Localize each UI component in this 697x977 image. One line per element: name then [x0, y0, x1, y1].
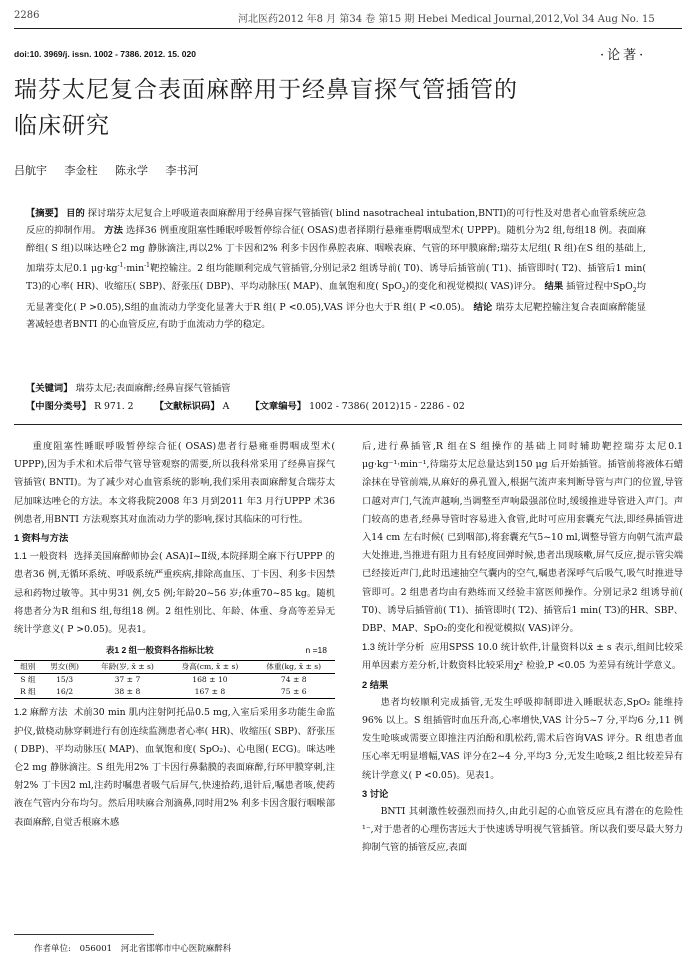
- table-cell: S 组: [20, 675, 36, 685]
- article-no-value: 1002 - 7386( 2012)15 - 2286 - 02: [309, 401, 465, 412]
- table-cell: 167 ± 8: [194, 687, 226, 697]
- heading-discussion: 3 讨论: [362, 788, 389, 799]
- article-no-label: 【文章编号】: [250, 401, 307, 412]
- methods-label: 方法: [104, 225, 123, 236]
- heading-materials-methods: 1 资料与方法: [14, 533, 69, 544]
- title-line-1: 瑞芬太尼复合表面麻醉用于经鼻盲探气管插管的: [14, 77, 518, 103]
- table1-n: n =18: [305, 645, 327, 656]
- table-cell: 38 ± 8: [114, 687, 141, 697]
- results-text: 插管过程中SpO: [566, 280, 633, 292]
- conclusion-label: 结论: [473, 301, 493, 312]
- title-line-2: 临床研究: [14, 113, 110, 139]
- results-label: 结果: [544, 280, 564, 291]
- table-header-row: [14, 661, 335, 674]
- objective-label: 目的: [66, 208, 85, 218]
- abstract-label: 【摘要】: [26, 208, 64, 218]
- abstract: 【摘要】 目的 探讨瑞芬太尼复合上呼吸道表面麻醉用于经鼻盲探气管插管( blind nasotracheal intubation,BNTI)的可行性及对患者心血管系统应急反应的抑制作用。 方法 选择36 例重度阻塞性睡眠呼吸暂停综合征( OSAS)患者择期行悬雍垂腭咽成型术( UPPP)。随机分为2 组,每组18 例。表面麻醉组( S 组)以咪达唑仑2 mg 静脉滴注,再以2% 丁卡因和2% 利多卡因作鼻腔表麻、咽喉表麻、气管的环甲膜麻醉;瑞芬太尼组( R 组)在S 组的基础上,加瑞芬太尼0.1 $\mu g\cdot kg^{-1}\cdot\min^{-1}$靶控输注。2 组均能顺利完成气管插管,分别记录2 组诱导前( T0)、诱导后插管前( T1)、插管即时( T2)、插管后1 min( T3)的心率( HR)、收缩压( SBP)、舒张压( DBP)、平均动脉压( MAP)、血氧饱和度( SpO$_2$)的变化和视觉模拟( VAS)评分。 结果 插管过程中SpO$_2$均无显著变化( P >0.05),S组的血流动力学变化显著大于R 组( P <0.05),VAS 评分也大于R 组( P <0.05)。 结论 瑞芬太尼靶控输注复合表面麻醉能显著减轻患者BNTI 的心血管反应,有助于血流动力学的稳定。: [26, 208, 646, 331]
- journal-header: 河北医药2012 年8 月 第34 卷 第15 期 Hebei Medical Journal,2012,Vol 34 Aug No. 15: [238, 14, 655, 25]
- left-column: [14, 438, 335, 832]
- table1-caption: [14, 641, 335, 659]
- table1-title: 表1 2 组一般资料各指标比较: [105, 645, 214, 656]
- heading-statistics: 1.3 统计学分析: [362, 642, 425, 653]
- methods-unit: ·min: [123, 263, 145, 275]
- general-data-text: 选择美国麻醉师协会( ASA)Ⅰ~Ⅱ级,本院择期全麻下行UPPP 的患者36 例,无循环系统、呼吸系统严重疾病,排除高血压、丁卡因、利多卡因禁忌和药物过敏等。其中男31 例,女5 例;年龄20~56 岁;体重70~85 kg。随机将患者分为R 组和S 组,每组18 例。2 组性别比、年龄、体重、身高等差异无统计学意义( P >0.05)。见表1。: [14, 551, 335, 636]
- clc-value: R 971. 2: [94, 401, 134, 412]
- keywords-value: 瑞芬太尼;表面麻醉;经鼻盲探气管插管: [75, 383, 231, 394]
- doc-code-value: A: [222, 401, 230, 412]
- table-header-cell: 组别: [20, 662, 36, 672]
- header-rule: [14, 28, 682, 29]
- doi: doi:10. 3969/j. issn. 1002 - 7386. 2012. 15. 020: [14, 49, 196, 59]
- table-cell: 37 ± 7: [114, 675, 141, 685]
- table-header-cell: 男女(例): [50, 662, 79, 672]
- section-tag: ·论著·: [600, 48, 647, 63]
- clc-label: 【中图分类号】: [26, 401, 92, 412]
- methods-cont: 靶控输注。2 组均能顺利完成气管插管,分别记录2 组诱导前( T0)、诱导后插管前( T1)、插管即时( T2)、插管后1 min( T3)的心率( HR)、收缩压( SBP)、舒张压( DBP)、平均动脉压( MAP)、血氧饱和度( SpO: [26, 263, 646, 292]
- discussion-text: BNTI 其刺激性较强烈而持久,由此引起的心血管反应具有潜在的危险性¹⁻,对于患者的心理伤害远大于快速诱导明视气管插管。所以我们要尽最大努力抑制气管的插管反应,表面: [362, 806, 683, 854]
- conclusion-text: 瑞芬太尼靶控输注复合表面麻醉能显著减轻患者BNTI 的心血管反应,有助于血流动力学的稳定。: [26, 301, 646, 331]
- page-number: 2286: [14, 10, 40, 21]
- table-header-cell: 身高(cm, x̄ ± s): [181, 662, 239, 672]
- methods-text: 选择36 例重度阻塞性睡眠呼吸暂停综合征( OSAS)患者择期行悬雍垂腭咽成型术( UPPP)。随机分为2 组,每组18 例。表面麻醉组( S 组)以咪达唑仑2 mg 静脉滴注,再以2% 丁卡因和2% 利多卡因作鼻腔表麻、咽喉表麻、气管的环甲膜麻醉;瑞芬太尼组( R 组)在S 组的基础上,加瑞芬太尼0.1 μg·kg: [26, 225, 646, 275]
- heading-general-data: 1.1 一般资料: [14, 551, 68, 562]
- heading-anesthesia-method: 1.2 麻醉方法: [14, 707, 68, 718]
- keywords: [26, 380, 230, 394]
- abstract-rule: [14, 424, 682, 425]
- footnote-rule: [14, 934, 154, 935]
- table-header-cell: 年龄(岁, x̄ ± s): [100, 662, 154, 672]
- table-cell: R 组: [19, 687, 36, 697]
- table-cell: 16/2: [56, 687, 74, 697]
- anesthesia-continued: 后,进行鼻插管,R 组在S 组操作的基础上同时辅助靶控瑞芬太尼0.1 μg·kg⁻¹·min⁻¹,待瑞芬太尼总量达到150 μg 后开始插管。插管前将液体石蜡涂抹在导管前端,从麻好的鼻孔置入,根据气流声来判断导管与声门的位置,导管口越对声门,气流声越响,当调整至声响最强部位时,缓缓推进导管进入声门。声门较高的患者,经鼻导管时容易进入食管,此时可应用套囊充气法,即经鼻插管进入14 cm 左右时候( 已到咽部),将套囊充气5~10 ml,调整导管方向朝气流声最大处推进,当推进有阻力且有轻度回弹时候,患者出现咳嗽,屏气反应,提示管尖端已经接近声门,此时迅速抽空气囊内的空气,嘱患者深呼气后吸气,吸气时推进导管即可。2 组患者均由有熟练而又经验丰富医师操作。分别记录2 组诱导前( T0)、诱导后插管前( T1)、插管即时( T2)、插管后1 min( T3)的HR、SBP、DBP、MAP、SpO₂的变化和视觉模拟( VAS)评分。: [362, 441, 683, 635]
- table-row: [14, 674, 335, 687]
- table-cell: 75 ± 6: [280, 687, 307, 697]
- intro-paragraph: 重度阻塞性睡眠呼吸暂停综合征( OSAS)患者行悬雍垂腭咽成型术( UPPP),因为手术和术后带气管导管观察的需要,所以我科常采用了经鼻盲探气管插管( BNTI)。为了减少对心血管系统的影响,我们采用表面麻醉复合瑞芬太尼加咪达唑仑的方法。本文将我院2008 年3 月到2011 年3 月行UPPP 术36 例患者,用BNTI 方法观察其对血流动力学的影响,探讨其临床的可行性。: [14, 441, 335, 525]
- objective-text: 探讨瑞芬太尼复合上呼吸道表面麻醉用于经鼻盲探气管插管( blind nasotracheal intubation,BNTI)的可行性及对患者心血管系统应急反应的抑制作用。: [26, 208, 646, 237]
- table1: [14, 660, 335, 699]
- anesthesia-text: 术前30 min 肌内注射阿托品0.5 mg,入室后采用多功能生命监护仪,做桡动脉穿刺进行有创连续监测患者心率( HR)、收缩压( SBP)、舒张压( DBP)、平均动脉压( MAP)、血氧饱和度( SpO₂)、心电图( ECG)。咪达唑仑2 mg 静脉滴注。S 组先用2% 丁卡因行鼻黏膜的表面麻醉,行环甲膜穿刺,注射2% 丁卡因2 ml,注药时嘱患者吸气后屏气,快速拾药,退针后,嘱患者咳,使药液在气管内分布均匀。然后用呋麻合剂滴鼻,同时用2% 利多卡因含服行咽喉部表面麻醉,自觉舌根麻木感: [14, 707, 335, 828]
- doc-code-label: 【文献标识码】: [154, 401, 220, 412]
- right-column: [362, 438, 683, 858]
- statistics-text: 应用SPSS 10.0 统计软件,计量资料以x̄ ± s 表示,组间比较采用单因素方差分析,计数资料比较采用χ² 检验,P <0.05 为差异有统计学意义。: [362, 642, 683, 672]
- results-text: 患者均较顺利完成插管,无发生呼吸抑制即进入睡眠状态,SpO₂ 能维持96% 以上。S 组插管时血压升高,心率增快,VAS 计分5~7 分,平均6 分,11 例发生呛咳或需要立即推注丙泊酚和肌松药,需术后咨询VAS 评分。R 组患者血压心率无明显增幅,VAS 评分在2~4 分,平均3 分,无发生呛咳,2 组比较差异有统计学意义( P <0.05)。见表1。: [362, 696, 683, 781]
- methods-end: )的变化和视觉模拟( VAS)评分。: [405, 280, 542, 292]
- table-header-cell: 体重(kg, x̄ ± s): [266, 662, 322, 672]
- heading-results: 2 结果: [362, 679, 389, 690]
- authors: 吕航宇 李金柱 陈永学 李书河: [14, 164, 199, 177]
- classification: [26, 398, 666, 412]
- table-cell: 74 ± 8: [280, 675, 307, 685]
- table-cell: 168 ± 10: [192, 675, 228, 685]
- table-cell: 15/3: [56, 675, 74, 685]
- author-affiliation: 作者单位: 056001 河北省邯郸市中心医院麻醉科: [34, 944, 232, 954]
- results-cont: 均无显著变化( P >0.05),S组的血流动力学变化显著大于R 组( P <0.05),VAS 评分也大于R 组( P <0.05)。: [26, 280, 646, 313]
- keywords-label: 【关键词】: [26, 383, 73, 394]
- table-row: [14, 686, 335, 699]
